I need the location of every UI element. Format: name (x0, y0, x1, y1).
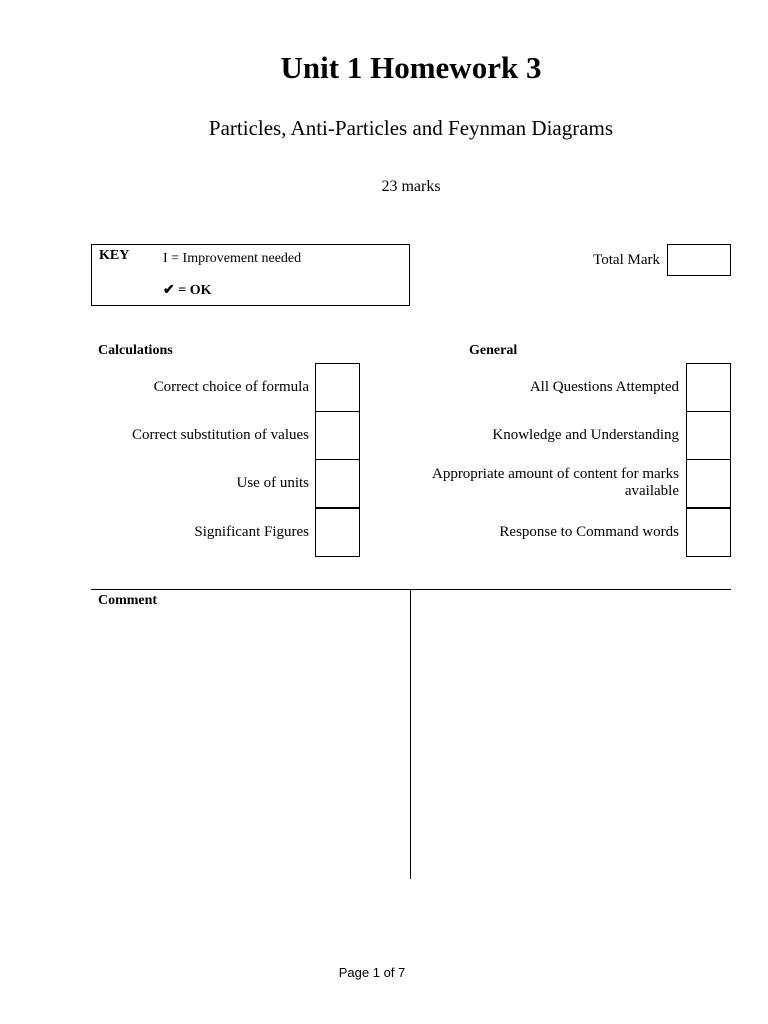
calc-row-units-label: Use of units (236, 474, 309, 491)
calc-row-substitution-label: Correct substitution of values (131, 426, 309, 443)
total-mark-label: Total Mark (593, 252, 660, 268)
calc-row-formula-box[interactable] (315, 363, 360, 412)
comment-label: Comment (98, 593, 158, 608)
general-row-knowledge-box[interactable] (686, 411, 731, 460)
key-ok-text: ✔ = OK (163, 283, 212, 298)
calc-row-sigfigs-label: Significant Figures (194, 523, 309, 540)
calculations-heading: Calculations (98, 343, 173, 358)
general-row-attempted-box[interactable] (686, 363, 731, 412)
general-row-knowledge-label: Knowledge and Understanding (492, 426, 679, 443)
total-mark-box[interactable] (667, 244, 731, 276)
key-improvement-text: I = Improvement needed (163, 251, 302, 266)
key-label: KEY (99, 248, 130, 263)
calc-row-units-box[interactable] (315, 459, 360, 508)
calc-row-substitution-box[interactable] (315, 411, 360, 460)
general-row-command-box[interactable] (686, 508, 731, 557)
general-heading: General (469, 343, 518, 358)
general-row-content-box[interactable] (686, 459, 731, 508)
general-row-command-label: Response to Command words (499, 523, 679, 540)
calc-row-formula-label: Correct choice of formula (153, 378, 309, 395)
comment-divider (410, 589, 411, 879)
marks-total-text: 23 marks (381, 178, 441, 195)
page-title: Unit 1 Homework 3 (280, 50, 542, 85)
comment-area[interactable] (91, 589, 731, 879)
page-subtitle: Particles, Anti-Particles and Feynman Diagrams (208, 116, 614, 140)
general-row-content-label: Appropriate amount of content for marks available (431, 466, 679, 499)
general-row-attempted-label: All Questions Attempted (529, 378, 679, 395)
calc-row-sigfigs-box[interactable] (315, 508, 360, 557)
key-box (91, 244, 410, 306)
page-number: Page 1 of 7 (338, 965, 406, 980)
